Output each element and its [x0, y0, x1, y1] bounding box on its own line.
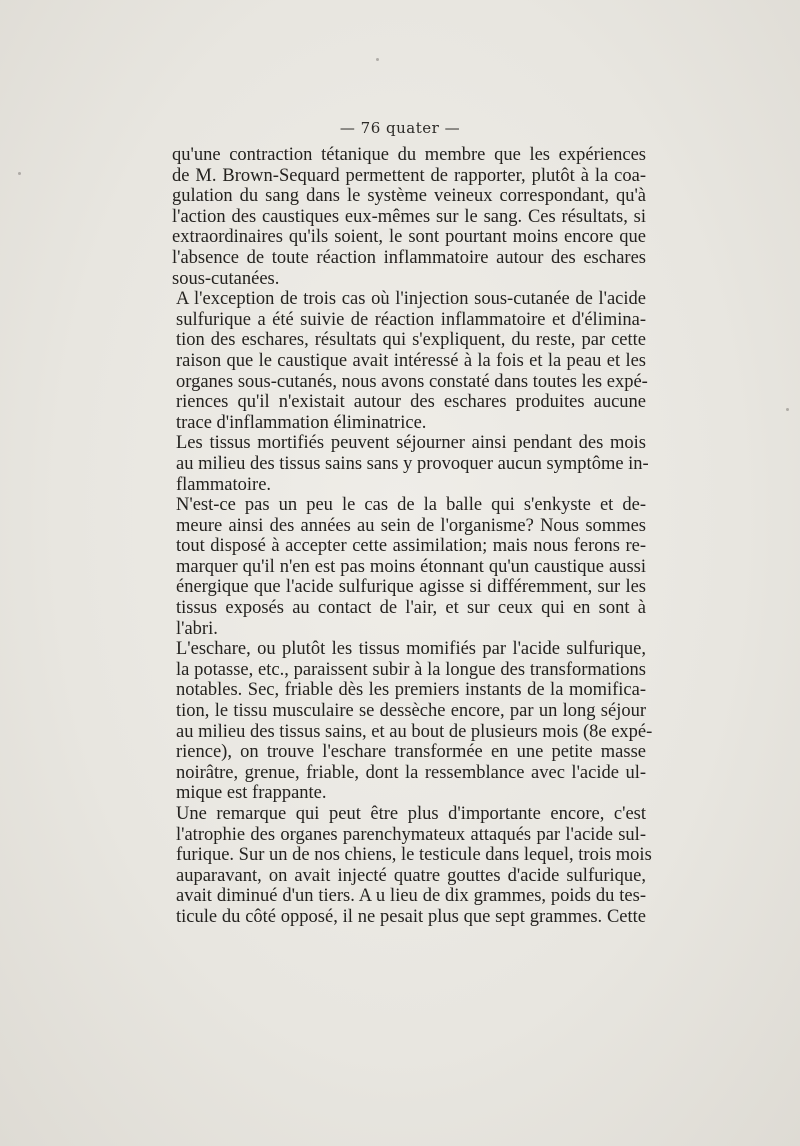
text-line: meure ainsi des années au sein de l'organisme? Nous sommes [176, 515, 646, 536]
text-line: mique est frappante. [176, 783, 327, 804]
text-line: énergique que l'acide sulfurique agisse si différemment, sur les [176, 577, 646, 598]
text-line: sulfurique a été suivie de réaction inflammatoire et d'élimina- [176, 309, 646, 330]
text-line: avait diminué d'un tiers. A u lieu de dix grammes, poids du tes- [176, 886, 646, 907]
text-line: riences qu'il n'existait autour des eschares produites aucune [176, 392, 646, 413]
paper-speck [18, 172, 21, 175]
text-line: A l'exception de trois cas où l'injection sous-cutanée de l'acide [176, 289, 646, 310]
text-line: de M. Brown-Sequard permettent de rapporter, plutôt à la coa- [172, 165, 646, 186]
text-line: l'abri. [176, 618, 218, 639]
text-line: gulation du sang dans le système veineux correspondant, qu'à [172, 186, 646, 207]
text-line: l'atrophie des organes parenchymateux attaqués par l'acide sul- [176, 824, 646, 845]
text-line: auparavant, on avait injecté quatre gouttes d'acide sulfurique, [176, 865, 646, 886]
paragraph [172, 495, 646, 639]
text-line: L'eschare, ou plutôt les tissus momifiés par l'acide sulfurique, [176, 639, 646, 660]
text-line: marquer qu'il n'en est pas moins étonnant qu'un caustique aussi [176, 556, 646, 577]
paragraph [172, 804, 652, 928]
text-line: furique. Sur un de nos chiens, le testicule dans lequel, trois mois [176, 845, 652, 866]
paper-speck [376, 58, 379, 61]
text-line: Une remarque qui peut être plus d'importante encore, c'est [176, 804, 646, 824]
text-line: ticule du côté opposé, il ne pesait plus que sept grammes. Cette [176, 906, 646, 927]
text-line: raison que le caustique avait intéressé à la fois et la peau et les [176, 350, 646, 371]
text-line: tion, le tissu musculaire se dessèche encore, par un long séjour [176, 701, 646, 722]
paragraph [172, 289, 646, 433]
page-header: — 76 quater — [339, 119, 461, 137]
text-line: tissus exposés au contact de l'air, et sur ceux qui en sont à [176, 598, 646, 619]
page-body [172, 145, 653, 928]
text-line: sous-cutanées. [172, 268, 280, 289]
text-line: tion des eschares, résultats qui s'expliquent, du reste, par cette [176, 330, 646, 351]
text-line: au milieu des tissus sains sans y provoquer aucun symptôme in- [176, 453, 649, 474]
text-line: extraordinaires qu'ils soient, le sont pourtant moins encore que [172, 227, 646, 248]
text-line: rience), on trouve l'eschare transformée en une petite masse [176, 742, 646, 763]
text-line: noirâtre, grenue, friable, dont la ressemblance avec l'acide ul- [176, 762, 646, 783]
text-line: au milieu des tissus sains, et au bout de plusieurs mois (8e expé- [176, 721, 653, 742]
paragraph [172, 433, 649, 495]
text-line: qu'une contraction tétanique du membre que les expériences [172, 145, 646, 165]
text-line: Les tissus mortifiés peuvent séjourner ainsi pendant des mois [176, 433, 646, 454]
paragraph [172, 639, 653, 804]
text-line: l'absence de toute réaction inflammatoire autour des eschares [172, 247, 646, 268]
text-line: la potasse, etc., paraissent subir à la longue des transformations [176, 659, 646, 680]
text-line: l'action des caustiques eux-mêmes sur le sang. Ces résultats, si [172, 206, 646, 227]
paper-speck [786, 408, 789, 411]
text-line: trace d'inflammation éliminatrice. [176, 412, 427, 433]
text-line: N'est-ce pas un peu le cas de la balle qui s'enkyste et de- [176, 495, 646, 516]
paragraph [172, 145, 646, 289]
text-line: flammatoire. [176, 474, 272, 495]
text-line: organes sous-cutanés, nous avons constaté dans toutes les expé- [176, 371, 648, 392]
text-line: notables. Sec, friable dès les premiers instants de la momifica- [176, 680, 646, 701]
text-line: tout disposé à accepter cette assimilation; mais nous ferons re- [176, 536, 646, 557]
